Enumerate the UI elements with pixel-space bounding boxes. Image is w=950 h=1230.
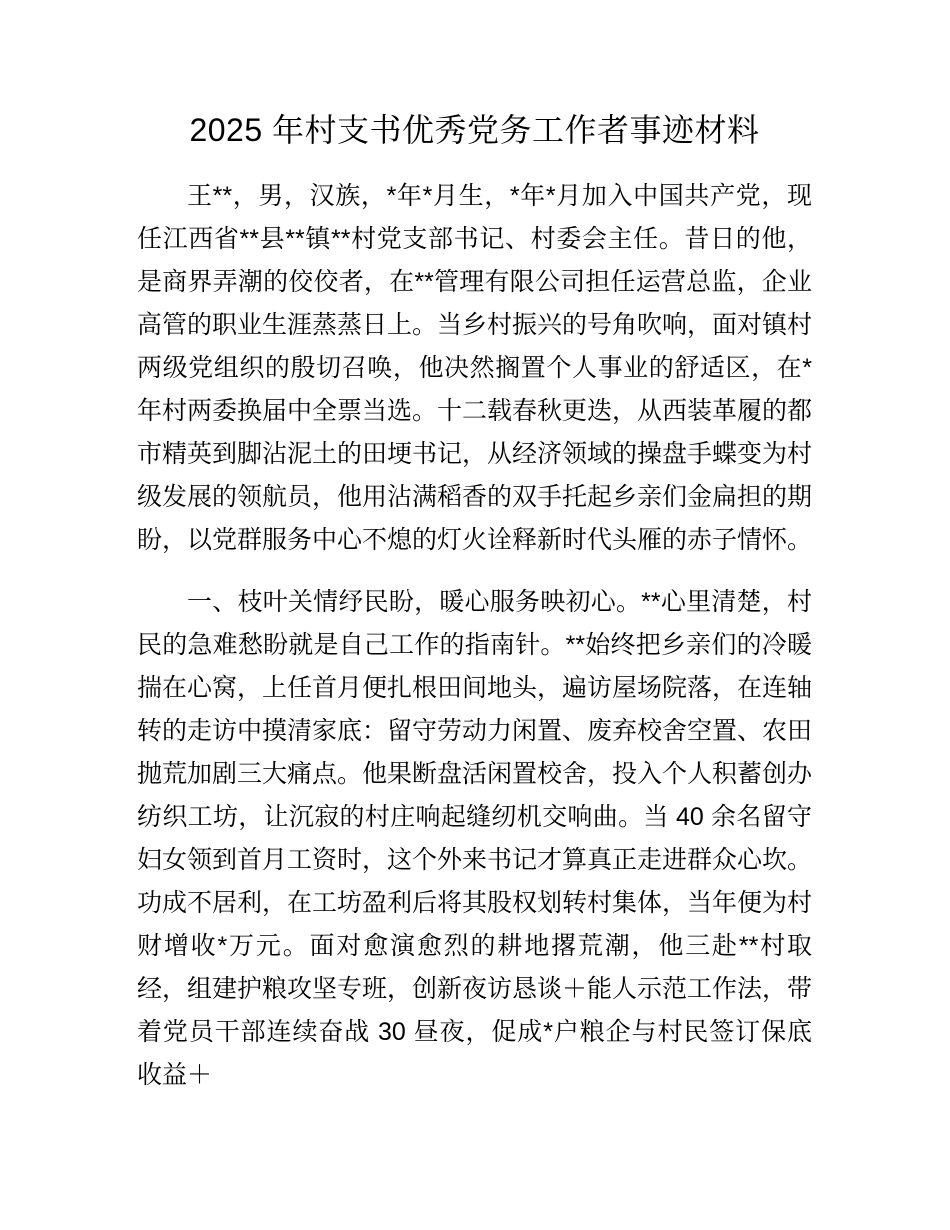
- paragraph-section-1: 一、枝叶关情纾民盼，暖心服务映初心。**心里清楚，村民的急难愁盼就是自己工作的指南针。**始终把乡亲们的冷暖揣在心窝，上任首月便扎根田间地头，遍访屋场院落，在连轴转的走访中摸清家底：留守劳动力闲置、废弃校舍空置、农田抛荒加剧三大痛点。他果断盘活闲置校舍，投入个人积蓄创办纺织工坊，让沉寂的村庄响起缝纫机交响曲。当 40 余名留守妇女领到首月工资时，这个外来书记才算真正走进群众心坎。功成不居利，在工坊盈利后将其股权划转村集体，当年便为村财增收*万元。面对愈演愈烈的耕地撂荒潮，他三赴**村取经，组建护粮攻坚专班，创新夜访恳谈＋能人示范工作法，带着党员干部连续奋战 30 昼夜，促成*户粮企与村民签订保底收益＋: [137, 588, 813, 1089]
- document-title: 2025 年村支书优秀党务工作者事迹材料: [189, 112, 760, 148]
- paragraph-intro: 王**，男，汉族，*年*月生，*年*月加入中国共产党，现任江西省**县**镇**村党支部书记、村委会主任。昔日的他，是商界弄潮的佼佼者，在**管理有限公司担任运营总监，企业高管的职业生涯蒸蒸日上。当乡村振兴的号角吹响，面对镇村两级党组织的殷切召唤，他决然搁置个人事业的舒适区，在*年村两委换届中全票当选。十二载春秋更迭，从西装革履的都市精英到脚沾泥土的田埂书记，从经济领域的操盘手蝶变为村级发展的领航员，他用沾满稻香的双手托起乡亲们金扁担的期盼，以党群服务中心不熄的灯火诠释新时代头雁的赤子情怀。: [137, 182, 813, 554]
- document-body: [137, 175, 812, 1097]
